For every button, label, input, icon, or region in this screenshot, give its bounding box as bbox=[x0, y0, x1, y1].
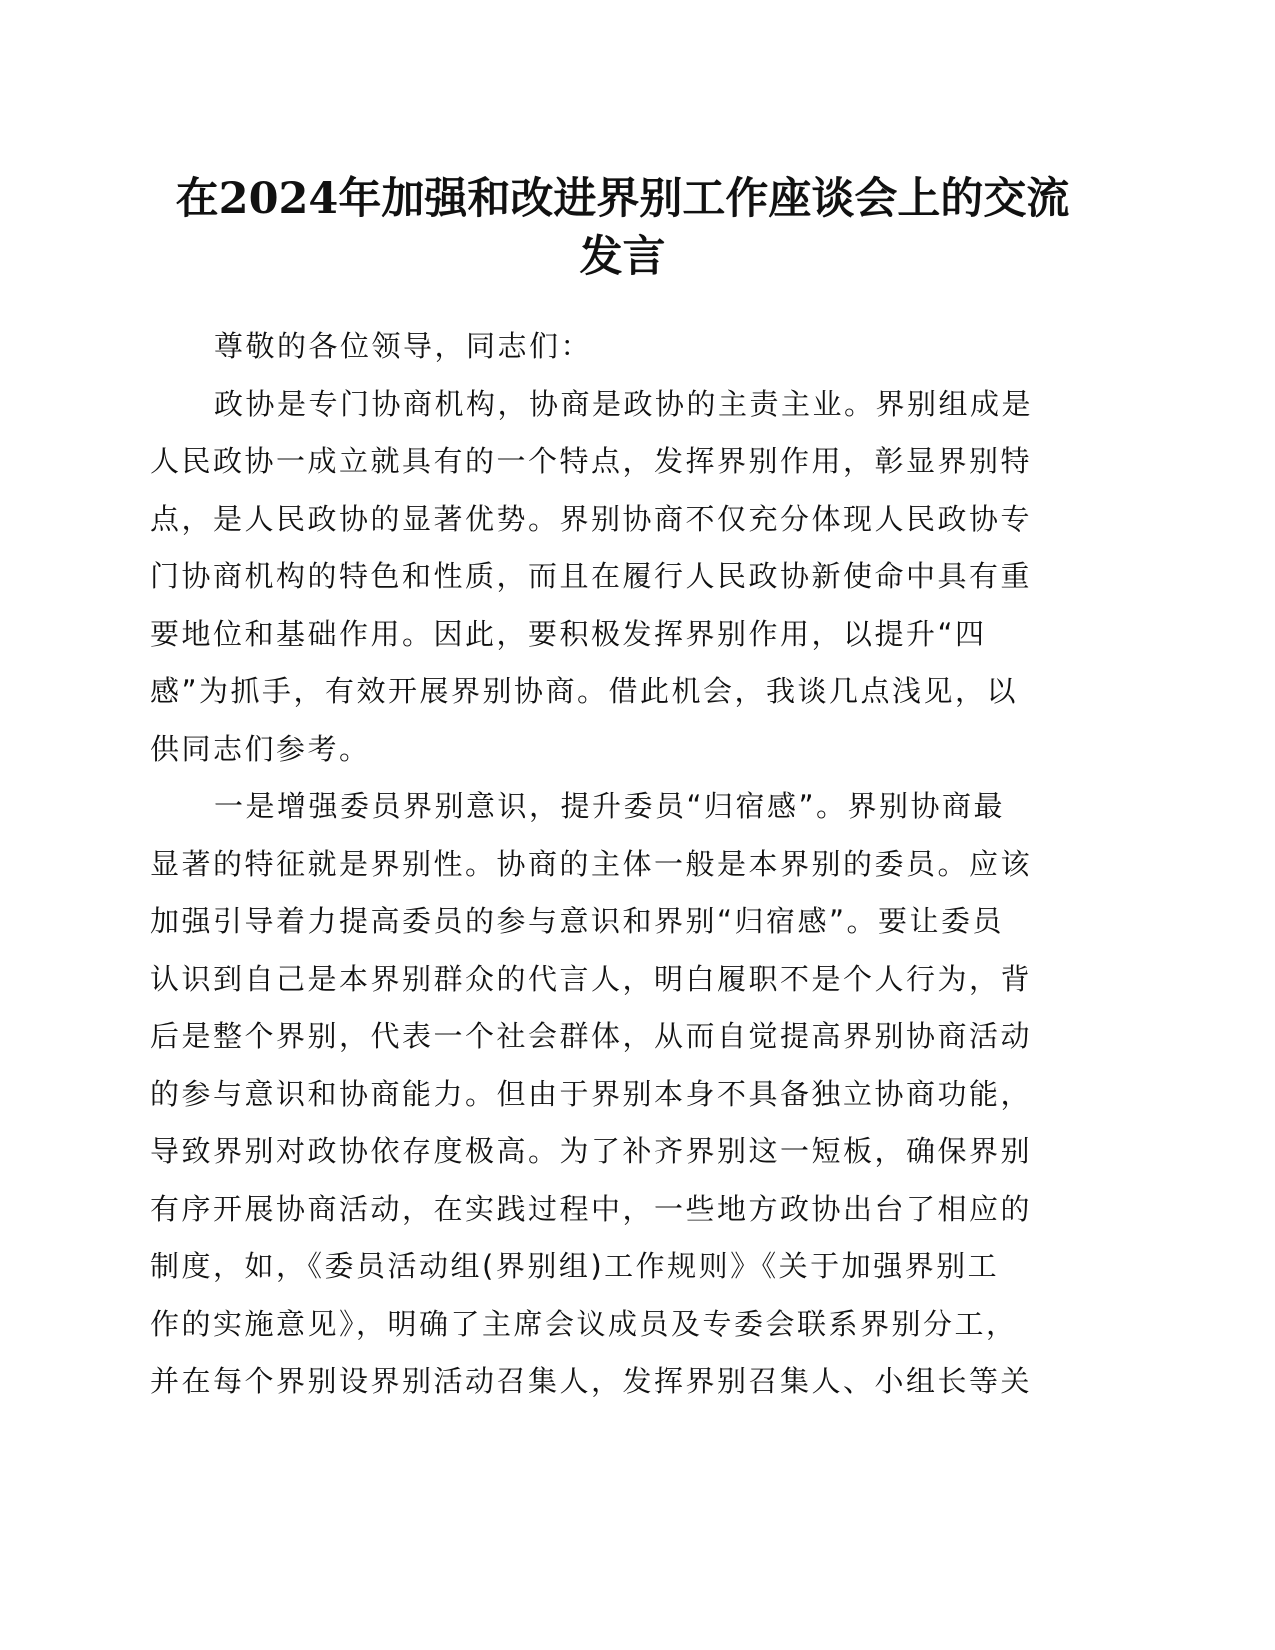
paragraph-1-line: 要地位和基础作用。因此，要积极发挥界别作用，以提升“四 bbox=[150, 616, 987, 651]
paragraph-2-line: 的参与意识和协商能力。但由于界别本身不具备独立协商功能， bbox=[150, 1076, 1033, 1111]
document-body bbox=[150, 318, 1095, 1411]
document-title bbox=[150, 170, 1095, 286]
paragraph-1-line: 点，是人民政协的显著优势。界别协商不仅充分体现人民政协专 bbox=[150, 501, 1033, 536]
title-line-1: 在2024年加强和改进界别工作座谈会上的交流 bbox=[175, 174, 1070, 224]
paragraph-1-line: 人民政协一成立就具有的一个特点，发挥界别作用，彰显界别特 bbox=[150, 444, 1033, 478]
paragraph-1-line: 政协是专门协商机构，协商是政协的主责主业。界别组成是 bbox=[214, 386, 1034, 421]
paragraph-2-line: 有序开展协商活动，在实践过程中，一些地方政协出台了相应的 bbox=[150, 1191, 1033, 1226]
paragraph-1-line: 感”为抓手，有效开展界别协商。借此机会，我谈几点浅见，以 bbox=[150, 674, 1019, 708]
paragraph-2-line: 显著的特征就是界别性。协商的主体一般是本界别的委员。应该 bbox=[150, 846, 1033, 881]
paragraph-2-line: 作的实施意见》，明确了主席会议成员及专委会联系界别分工， bbox=[150, 1306, 1018, 1341]
paragraph-2-line: 加强引导着力提高委员的参与意识和界别“归宿感”。要让委员 bbox=[150, 904, 1005, 938]
paragraph-1-line: 供同志们参考。 bbox=[150, 731, 371, 766]
title-line-2: 发言 bbox=[579, 232, 666, 282]
paragraph-2-line: 导致界别对政协依存度极高。为了补齐界别这一短板，确保界别 bbox=[150, 1134, 1033, 1168]
salutation: 尊敬的各位领导，同志们： bbox=[214, 329, 593, 363]
paragraph-2-line: 认识到自己是本界别群众的代言人，明白履职不是个人行为，背 bbox=[150, 961, 1033, 996]
paragraph-2-line: 并在每个界别设界别活动召集人，发挥界别召集人、小组长等关 bbox=[150, 1364, 1033, 1398]
paragraph-1-line: 门协商机构的特色和性质，而且在履行人民政协新使命中具有重 bbox=[150, 559, 1033, 593]
paragraph-2-line: 一是增强委员界别意识，提升委员“归宿感”。界别协商最 bbox=[214, 789, 1006, 823]
paragraph-2-line: 后是整个界别，代表一个社会群体，从而自觉提高界别协商活动 bbox=[150, 1019, 1033, 1053]
paragraph-2-line: 制度，如，《委员活动组(界别组)工作规则》《关于加强界别工 bbox=[150, 1249, 1000, 1283]
